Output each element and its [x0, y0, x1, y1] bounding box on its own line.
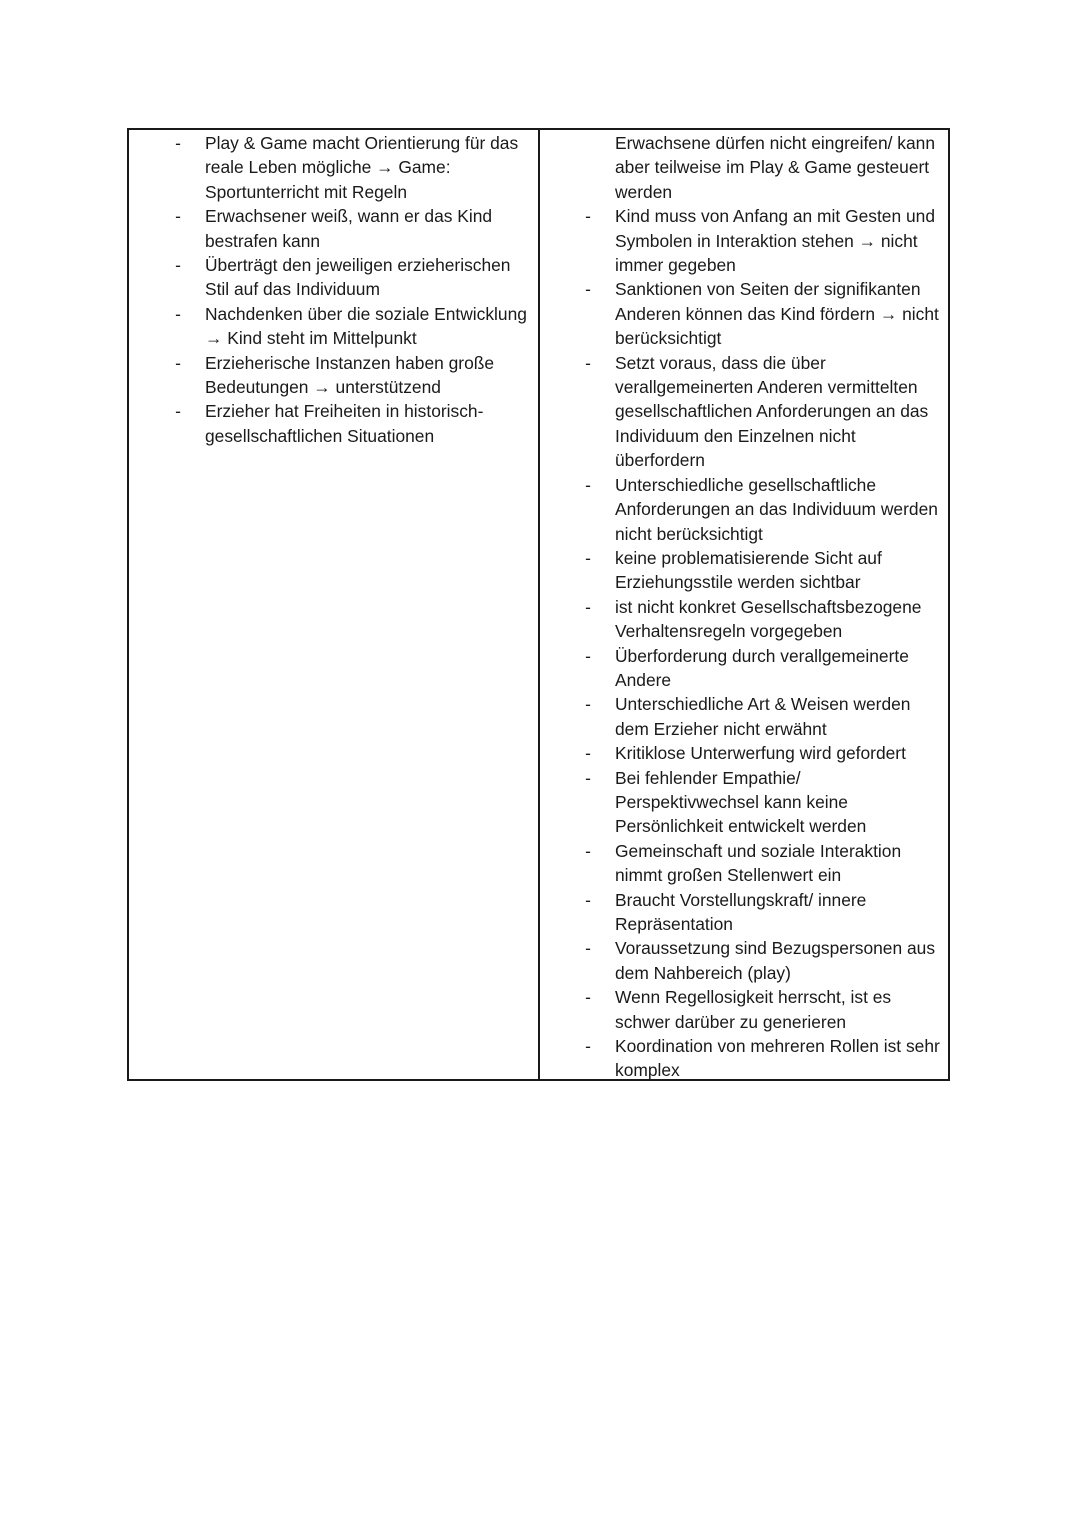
bullet-dash: - [585, 352, 591, 373]
bullet-dash: - [175, 206, 181, 227]
list-item-text: Sanktionen von Seiten der signifikanten Anderen können das Kind fördern → nicht berücksichtigt [615, 279, 939, 349]
list-item [585, 595, 940, 644]
list-item-text: Braucht Vorstellungskraft/ innere Repräsentation [615, 889, 867, 934]
list-item [585, 546, 940, 595]
bullet-dash: - [585, 938, 591, 959]
left-bullet-list [175, 131, 530, 448]
bullet-dash: - [585, 547, 591, 568]
list-item [585, 839, 940, 888]
list-item-text: Bei fehlender Empathie/ Perspektivwechsel kann keine Persönlichkeit entwickelt werden [615, 767, 867, 837]
list-item-text: Erzieherische Instanzen haben große Bedeutungen → unterstützend [205, 352, 495, 398]
list-item-text: keine problematisierende Sicht auf Erziehungsstile werden sichtbar [615, 547, 882, 593]
bullet-dash: - [585, 645, 591, 666]
bullet-dash: - [175, 255, 181, 276]
list-item [175, 204, 530, 253]
list-item-text: Erzieher hat Freiheiten in historisch-gesellschaftlichen Situationen [205, 401, 484, 446]
bullet-dash: - [585, 279, 591, 300]
list-item-text: Überforderung durch verallgemeinerte Andere [615, 645, 909, 690]
bullet-dash: - [175, 352, 181, 373]
list-item [175, 253, 530, 302]
list-item [175, 399, 530, 448]
bullet-dash: - [585, 987, 591, 1008]
bullet-dash: - [585, 840, 591, 861]
list-item-text: Voraussetzung sind Bezugspersonen aus dem Nahbereich (play) [615, 938, 936, 983]
bullet-dash: - [175, 303, 181, 324]
list-item [585, 936, 940, 985]
bullet-dash: - [585, 767, 591, 788]
notes-table [127, 128, 950, 1081]
list-item-text: Play & Game macht Orientierung für das reale Leben mögliche → Game: Sportunterricht mit Regeln [205, 133, 519, 202]
bullet-dash: - [585, 1036, 591, 1057]
list-item-text: Koordination von mehreren Rollen ist sehr komplex [615, 1036, 940, 1079]
list-item [585, 644, 940, 693]
bullet-dash: - [585, 694, 591, 715]
list-item-text: Wenn Regellosigkeit herrscht, ist es schwer darüber zu generieren [615, 987, 892, 1032]
list-item [585, 985, 940, 1034]
bullet-dash: - [585, 889, 591, 910]
list-item-text: ist nicht konkret Gesellschaftsbezogene Verhaltensregeln vorgegeben [615, 596, 922, 642]
list-item [585, 277, 940, 350]
bullet-dash: - [585, 743, 591, 764]
list-item [585, 692, 940, 741]
list-item-text: Kind muss von Anfang an mit Gesten und Symbolen in Interaktion stehen → nicht immer gegeben [615, 206, 935, 276]
list-item-text: Erwachsener weiß, wann er das Kind bestrafen kann [205, 206, 493, 251]
list-item-text: Kritiklose Unterwerfung wird gefordert [615, 743, 906, 764]
list-item-text: Unterschiedliche gesellschaftliche Anforderungen an das Individuum werden nicht berücksichtigt [615, 474, 938, 544]
list-item [585, 473, 940, 546]
list-item [585, 888, 940, 937]
list-item-text: Setzt voraus, dass die über verallgemeinerten Anderen vermittelten gesellschaftlichen Anforderungen an das Individuum den Einzelnen nicht überfordern [615, 352, 929, 471]
right-bullet-list [585, 131, 940, 1079]
list-item-text: Erwachsene dürfen nicht eingreifen/ kann aber teilweise im Play & Game gesteuert werden [615, 133, 935, 202]
bullet-dash: - [175, 133, 181, 153]
list-item [585, 741, 940, 765]
continuation-item [615, 131, 940, 204]
list-item [585, 204, 940, 277]
list-item-text: Gemeinschaft und soziale Interaktion nimmt großen Stellenwert ein [615, 840, 902, 886]
list-item [585, 1034, 940, 1079]
list-item [585, 351, 940, 473]
list-item [175, 351, 530, 400]
right-column [540, 130, 948, 1079]
left-column [129, 130, 540, 1079]
list-item [175, 131, 530, 204]
list-item-text: Unterschiedliche Art & Weisen werden dem Erzieher nicht erwähnt [615, 694, 911, 739]
list-item-text: Nachdenken über die soziale Entwicklung → Kind steht im Mittelpunkt [205, 303, 527, 349]
bullet-dash: - [585, 474, 591, 495]
list-item [585, 766, 940, 839]
bullet-dash: - [585, 206, 591, 227]
bullet-dash: - [175, 401, 181, 422]
list-item-text: Überträgt den jeweiligen erzieherischen Stil auf das Individuum [205, 255, 511, 300]
list-item [175, 302, 530, 351]
bullet-dash: - [585, 596, 591, 617]
